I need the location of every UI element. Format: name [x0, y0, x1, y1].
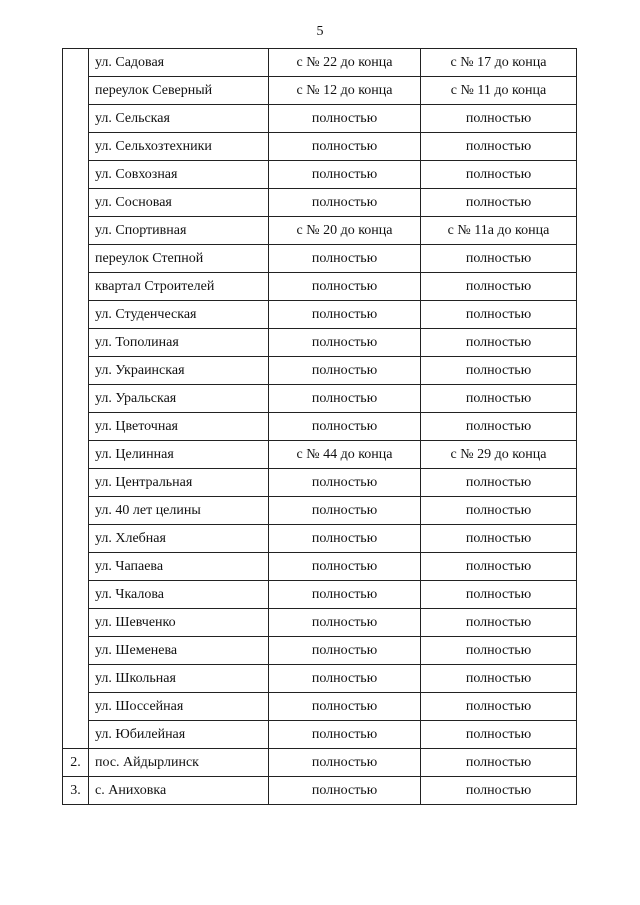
- table-row: [63, 189, 577, 217]
- table-row: [63, 217, 577, 245]
- table-row: [63, 329, 577, 357]
- table-row: [63, 245, 577, 273]
- street-name-cell: ул. Хлебная: [89, 525, 269, 553]
- odd-side-cell: полностью: [421, 245, 577, 273]
- table-row: [63, 665, 577, 693]
- row-number-cell: [63, 133, 89, 161]
- even-side-cell: полностью: [269, 777, 421, 805]
- odd-side-cell: полностью: [421, 665, 577, 693]
- odd-side-cell: с № 11 до конца: [421, 77, 577, 105]
- table-row: [63, 609, 577, 637]
- even-side-cell: полностью: [269, 581, 421, 609]
- table-row: [63, 105, 577, 133]
- even-side-cell: полностью: [269, 161, 421, 189]
- even-side-cell: с № 12 до конца: [269, 77, 421, 105]
- row-number-cell: [63, 161, 89, 189]
- even-side-cell: полностью: [269, 133, 421, 161]
- table-row: [63, 581, 577, 609]
- odd-side-cell: полностью: [421, 105, 577, 133]
- even-side-cell: полностью: [269, 553, 421, 581]
- odd-side-cell: полностью: [421, 777, 577, 805]
- row-number-cell: 2.: [63, 749, 89, 777]
- street-name-cell: пос. Айдырлинск: [89, 749, 269, 777]
- street-name-cell: ул. Садовая: [89, 49, 269, 77]
- odd-side-cell: полностью: [421, 469, 577, 497]
- even-side-cell: с № 22 до конца: [269, 49, 421, 77]
- table-row: [63, 273, 577, 301]
- street-name-cell: ул. Тополиная: [89, 329, 269, 357]
- table-row: [63, 161, 577, 189]
- table-row: [63, 637, 577, 665]
- row-number-cell: [63, 497, 89, 525]
- even-side-cell: полностью: [269, 301, 421, 329]
- table-row: [63, 553, 577, 581]
- odd-side-cell: с № 17 до конца: [421, 49, 577, 77]
- odd-side-cell: полностью: [421, 749, 577, 777]
- row-number-cell: [63, 105, 89, 133]
- row-number-cell: [63, 273, 89, 301]
- row-number-cell: [63, 525, 89, 553]
- street-name-cell: ул. Шевченко: [89, 609, 269, 637]
- table-row: [63, 413, 577, 441]
- address-table-body: [63, 49, 577, 805]
- table-row: [63, 357, 577, 385]
- street-name-cell: переулок Степной: [89, 245, 269, 273]
- row-number-cell: [63, 301, 89, 329]
- street-name-cell: с. Аниховка: [89, 777, 269, 805]
- table-row: [63, 133, 577, 161]
- row-number-cell: [63, 581, 89, 609]
- street-name-cell: ул. Шоссейная: [89, 693, 269, 721]
- street-name-cell: ул. Украинская: [89, 357, 269, 385]
- row-number-cell: [63, 469, 89, 497]
- odd-side-cell: полностью: [421, 581, 577, 609]
- even-side-cell: полностью: [269, 329, 421, 357]
- even-side-cell: полностью: [269, 609, 421, 637]
- row-number-cell: [63, 217, 89, 245]
- odd-side-cell: полностью: [421, 189, 577, 217]
- table-row: [63, 301, 577, 329]
- address-table: [62, 48, 577, 805]
- street-name-cell: ул. Цветочная: [89, 413, 269, 441]
- odd-side-cell: полностью: [421, 413, 577, 441]
- row-number-cell: [63, 693, 89, 721]
- street-name-cell: ул. Сосновая: [89, 189, 269, 217]
- row-number-cell: [63, 665, 89, 693]
- odd-side-cell: полностью: [421, 553, 577, 581]
- even-side-cell: с № 44 до конца: [269, 441, 421, 469]
- odd-side-cell: полностью: [421, 357, 577, 385]
- table-row: [63, 77, 577, 105]
- row-number-cell: [63, 413, 89, 441]
- odd-side-cell: полностью: [421, 525, 577, 553]
- even-side-cell: полностью: [269, 749, 421, 777]
- even-side-cell: полностью: [269, 413, 421, 441]
- street-name-cell: ул. Сельская: [89, 105, 269, 133]
- row-number-cell: [63, 357, 89, 385]
- street-name-cell: ул. Совхозная: [89, 161, 269, 189]
- row-number-cell: [63, 329, 89, 357]
- even-side-cell: с № 20 до конца: [269, 217, 421, 245]
- row-number-cell: [63, 441, 89, 469]
- street-name-cell: ул. Уральская: [89, 385, 269, 413]
- row-number-cell: [63, 609, 89, 637]
- odd-side-cell: полностью: [421, 693, 577, 721]
- street-name-cell: ул. Сельхозтехники: [89, 133, 269, 161]
- even-side-cell: полностью: [269, 385, 421, 413]
- odd-side-cell: полностью: [421, 273, 577, 301]
- street-name-cell: ул. Юбилейная: [89, 721, 269, 749]
- page-number: 5: [316, 24, 324, 39]
- even-side-cell: полностью: [269, 273, 421, 301]
- table-row: [63, 497, 577, 525]
- street-name-cell: ул. Спортивная: [89, 217, 269, 245]
- even-side-cell: полностью: [269, 497, 421, 525]
- row-number-cell: 3.: [63, 777, 89, 805]
- odd-side-cell: полностью: [421, 497, 577, 525]
- even-side-cell: полностью: [269, 637, 421, 665]
- even-side-cell: полностью: [269, 189, 421, 217]
- street-name-cell: квартал Строителей: [89, 273, 269, 301]
- odd-side-cell: полностью: [421, 329, 577, 357]
- even-side-cell: полностью: [269, 357, 421, 385]
- table-row: [63, 777, 577, 805]
- even-side-cell: полностью: [269, 105, 421, 133]
- street-name-cell: ул. Студенческая: [89, 301, 269, 329]
- even-side-cell: полностью: [269, 469, 421, 497]
- table-row: [63, 749, 577, 777]
- row-number-cell: [63, 49, 89, 77]
- street-name-cell: ул. Целинная: [89, 441, 269, 469]
- odd-side-cell: полностью: [421, 637, 577, 665]
- odd-side-cell: полностью: [421, 161, 577, 189]
- odd-side-cell: полностью: [421, 301, 577, 329]
- row-number-cell: [63, 189, 89, 217]
- even-side-cell: полностью: [269, 721, 421, 749]
- odd-side-cell: с № 11а до конца: [421, 217, 577, 245]
- odd-side-cell: полностью: [421, 721, 577, 749]
- odd-side-cell: с № 29 до конца: [421, 441, 577, 469]
- odd-side-cell: полностью: [421, 609, 577, 637]
- street-name-cell: ул. Шеменева: [89, 637, 269, 665]
- odd-side-cell: полностью: [421, 385, 577, 413]
- table-row: [63, 441, 577, 469]
- even-side-cell: полностью: [269, 525, 421, 553]
- odd-side-cell: полностью: [421, 133, 577, 161]
- table-row: [63, 721, 577, 749]
- table-row: [63, 469, 577, 497]
- table-row: [63, 693, 577, 721]
- street-name-cell: ул. Центральная: [89, 469, 269, 497]
- table-row: [63, 525, 577, 553]
- row-number-cell: [63, 553, 89, 581]
- table-row: [63, 385, 577, 413]
- row-number-cell: [63, 77, 89, 105]
- even-side-cell: полностью: [269, 693, 421, 721]
- even-side-cell: полностью: [269, 665, 421, 693]
- row-number-cell: [63, 385, 89, 413]
- even-side-cell: полностью: [269, 245, 421, 273]
- street-name-cell: ул. Школьная: [89, 665, 269, 693]
- row-number-cell: [63, 637, 89, 665]
- street-name-cell: ул. 40 лет целины: [89, 497, 269, 525]
- street-name-cell: ул. Чапаева: [89, 553, 269, 581]
- table-row: [63, 49, 577, 77]
- row-number-cell: [63, 721, 89, 749]
- row-number-cell: [63, 245, 89, 273]
- street-name-cell: переулок Северный: [89, 77, 269, 105]
- street-name-cell: ул. Чкалова: [89, 581, 269, 609]
